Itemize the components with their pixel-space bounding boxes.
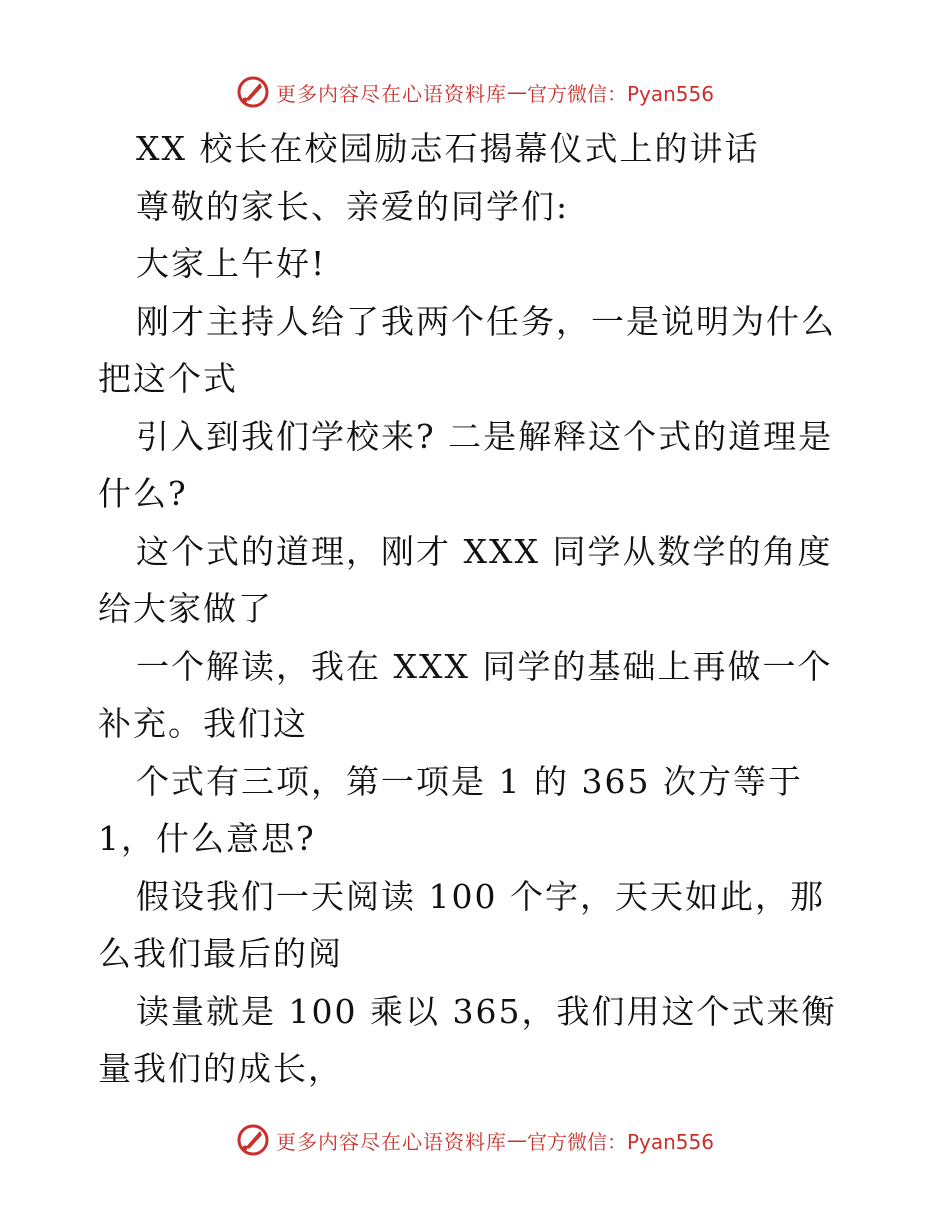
banner-separator: — bbox=[506, 80, 527, 104]
banner-text: 更多内容尽在心语资料库 bbox=[275, 81, 507, 106]
banner-wechat: 官方微信：Pyan556 bbox=[526, 81, 714, 106]
greeting: 大家上午好! bbox=[136, 244, 327, 283]
salutation: 尊敬的家长、亲爱的同学们: bbox=[136, 186, 570, 226]
footer-banner bbox=[0, 1120, 950, 1160]
paragraph: 一个解读，我在 XXX 同学的基础上再做一个补充。我们这 bbox=[98, 646, 833, 743]
paragraph: 个式有三项，第一项是 1 的 365 次方等于 1，什么意思? bbox=[98, 761, 816, 858]
banner-wechat: 官方微信：Pyan556 bbox=[526, 1129, 714, 1154]
paragraph: 引入到我们学校来? 二是解释这个式的道理是什么? bbox=[98, 416, 834, 513]
document-body bbox=[98, 120, 858, 1098]
header-banner bbox=[0, 72, 950, 112]
quill-logo-icon bbox=[236, 1123, 270, 1157]
paragraph: 刚才主持人给了我两个任务，一是说明为什么把这个式 bbox=[98, 301, 836, 398]
paragraph: 假设我们一天阅读 100 个字，天天如此，那么我们最后的阅 bbox=[98, 876, 825, 973]
quill-logo-icon bbox=[236, 75, 270, 109]
paragraph: 这个式的道理，刚才 XXX 同学从数学的角度给大家做了 bbox=[98, 531, 833, 628]
banner-separator: — bbox=[506, 1128, 527, 1152]
banner-text: 更多内容尽在心语资料库 bbox=[275, 1129, 507, 1154]
paragraph: 读量就是 100 乘以 365，我们用这个式来衡量我们的成长， bbox=[98, 991, 837, 1088]
document-title: XX 校长在校园励志石揭幕仪式上的讲话 bbox=[136, 129, 760, 168]
